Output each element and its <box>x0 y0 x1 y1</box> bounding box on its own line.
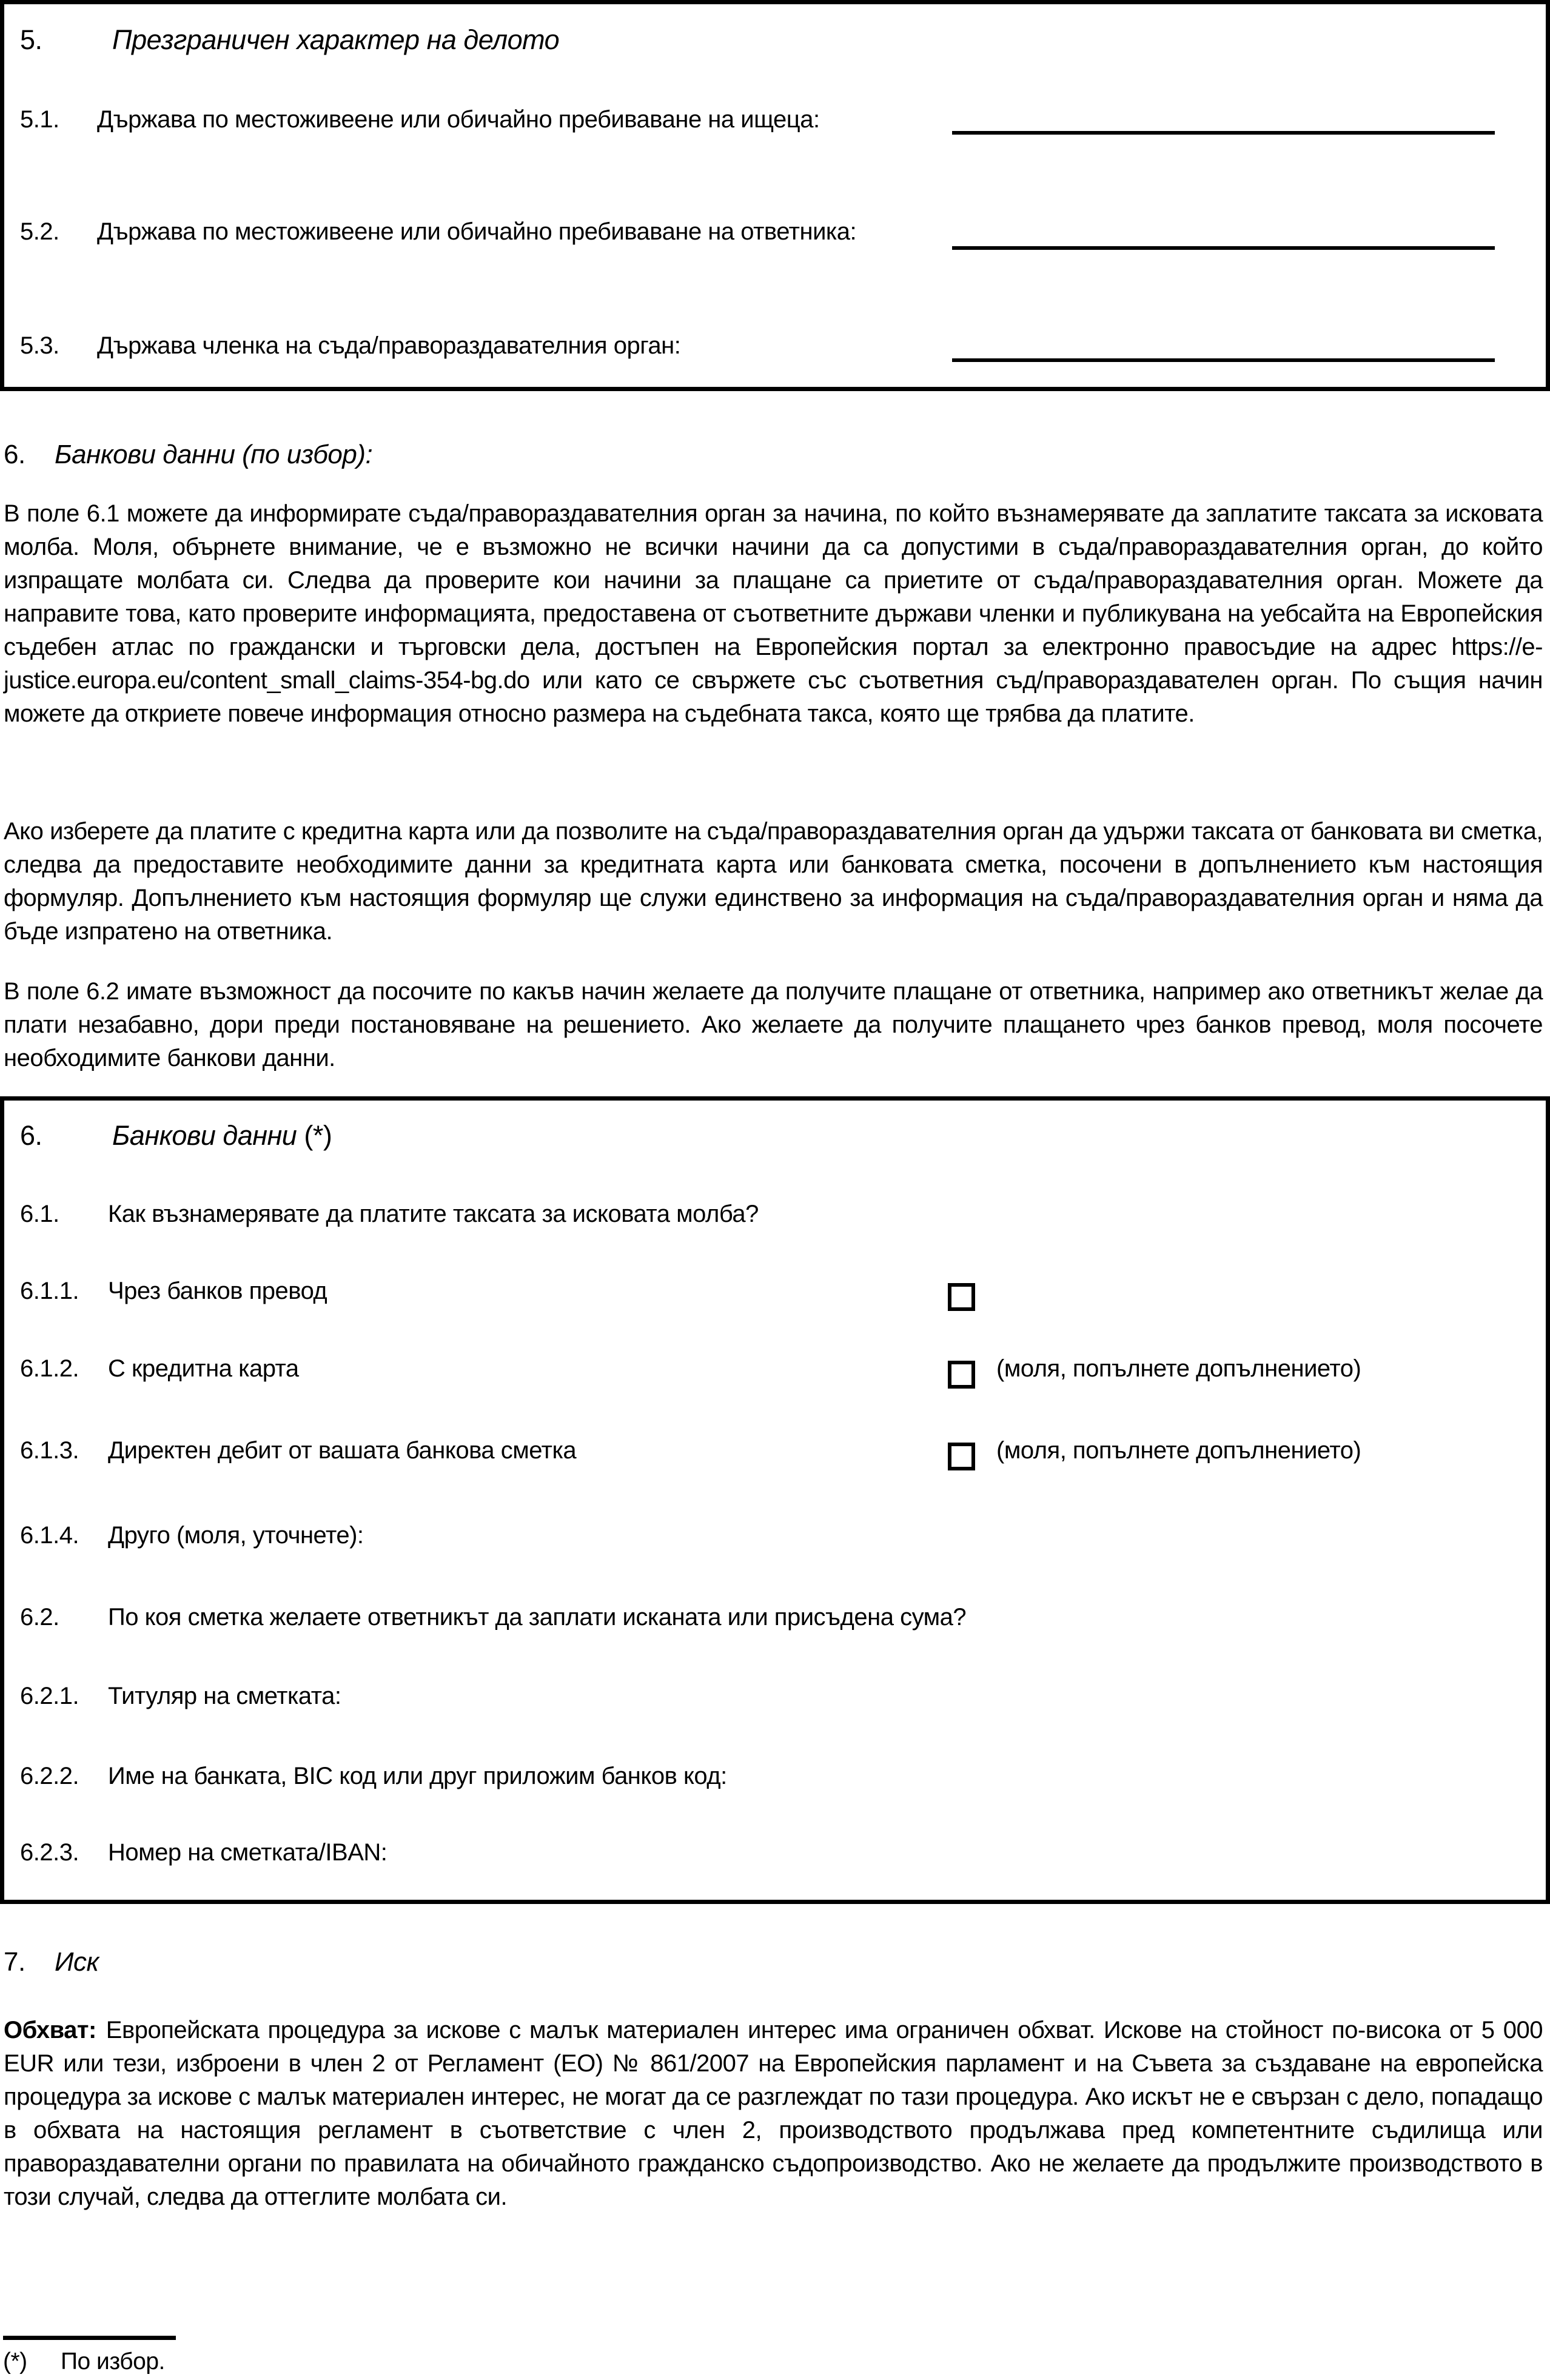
item-6-1-2-label: С кредитна карта <box>108 1355 299 1382</box>
item-6-2-number: 6.2. <box>20 1604 59 1631</box>
section7-number: 7. <box>4 1947 25 1977</box>
item-5-3-number: 5.3. <box>20 332 59 359</box>
section5-box <box>0 0 1550 391</box>
item-6-2-1-number: 6.2.1. <box>20 1683 79 1709</box>
note-direct-debit: (моля, попълнете допълнението) <box>996 1437 1361 1464</box>
item-6-1-4 <box>20 1519 1503 1552</box>
item-6-1-1-label: Чрез банков превод <box>108 1278 327 1304</box>
footnote-rule <box>3 2336 176 2340</box>
section5-number: 5. <box>20 24 42 55</box>
section6-paragraph-3: В поле 6.2 имате възможност да посочите по какъв начин желаете да получите плащане от ответника, например ако ответникът желае да плати незабавно, дори преди постановяване на решението. Ако желаете да получите плащането чрез банков превод, моля посочете необходимите банкови данни. <box>4 978 1543 1071</box>
item-6-1-3-label: Директен дебит от вашата банкова сметка <box>108 1437 577 1464</box>
section7-paragraph <box>4 2014 1543 2214</box>
item-6-1-2 <box>20 1352 914 1386</box>
item-6-1-2-number: 6.1.2. <box>20 1355 79 1382</box>
item-6-1-4-label: Друго (моля, уточнете): <box>108 1522 364 1549</box>
item-6-1-1-number: 6.1.1. <box>20 1278 79 1304</box>
section6-heading <box>20 1119 332 1153</box>
item-6-2-label: По коя сметка желаете ответникът да заплати исканата или присъдена сума? <box>108 1604 967 1631</box>
item-6-2 <box>20 1601 1503 1634</box>
checkbox-credit-card[interactable] <box>948 1361 975 1389</box>
section6-number: 6. <box>20 1120 42 1151</box>
item-6-1 <box>20 1198 1503 1231</box>
item-6-2-3 <box>20 1836 1503 1869</box>
section6-paragraph-2: Ако изберете да платите с кредитна карта или да позволите на съда/правораздавателния орган да удържи таксата от банковата ви сметка, следва да предоставите необходимите данни за кредитната карта или банковата сметка, посочени в допълнението към настоящия формуляр. Допълнението към настоящия формуляр ще служи единствено за информация на съда/правораздавателния орган и няма да бъде изпратено на ответника. <box>4 818 1543 945</box>
section6-intro-title: Банкови данни (по избор): <box>55 440 373 469</box>
footnote-text: По избор. <box>61 2348 165 2375</box>
item-6-2-3-number: 6.2.3. <box>20 1839 79 1866</box>
item-6-2-2-number: 6.2.2. <box>20 1763 79 1789</box>
checkbox-direct-debit[interactable] <box>948 1443 975 1470</box>
field-claimant-state[interactable] <box>952 131 1495 135</box>
item-6-2-1-label: Титуляр на сметката: <box>108 1683 341 1709</box>
section6-box <box>0 1096 1550 1904</box>
footnote <box>3 2345 165 2378</box>
section6-title-suffix: (*) <box>304 1120 332 1151</box>
item-6-2-1 <box>20 1680 1503 1713</box>
section5-title: Презграничен характер на делото <box>112 24 560 55</box>
section7-body: Европейската процедура за искове с малък материален интерес има ограничен обхват. Искове на стойност по-висока от 5 000 EUR или тези, изброени в член 2 от Регламент (ЕО) № 861/2007 на Европейския парламент и на Съвета за създаване на европейска процедура за искове с малък материален интерес, не могат да се разглеждат по тази процедура. Ако искът не е свързан с дело, попадащо в обхвата на настоящия регламент в съответствие с член 2, производството продължава пред компетентните съдилища или правораздавателни органи по правилата на обичайното гражданско съдопроизводство. Ако не желаете да продължите производството в този случай, следва да оттеглите молбата си. <box>4 2017 1543 2210</box>
section6-title: Банкови данни <box>112 1120 297 1151</box>
item-5-2 <box>20 215 885 249</box>
section6-intro-heading <box>4 438 372 472</box>
item-5-2-label: Държава по местоживеене или обичайно пребиваване на ответника: <box>97 218 857 245</box>
item-5-1 <box>20 103 885 136</box>
item-5-3-label: Държава членка на съда/правораздавателния орган: <box>97 332 681 359</box>
section6-intro-number: 6. <box>4 440 25 469</box>
footnote-marker: (*) <box>3 2348 27 2375</box>
checkbox-bank-transfer[interactable] <box>948 1283 975 1311</box>
item-6-1-label: Как възнамерявате да платите таксата за исковата молба? <box>108 1201 759 1227</box>
item-6-1-3-number: 6.1.3. <box>20 1437 79 1464</box>
section7-heading <box>4 1945 99 1979</box>
field-court-state[interactable] <box>952 358 1495 362</box>
item-6-1-3 <box>20 1434 914 1467</box>
item-6-1-number: 6.1. <box>20 1201 59 1227</box>
item-6-2-2 <box>20 1760 1503 1793</box>
section7-lead: Обхват: <box>4 2017 96 2043</box>
item-6-1-1 <box>20 1275 914 1308</box>
section5-heading <box>20 23 559 57</box>
item-5-2-number: 5.2. <box>20 218 59 245</box>
item-6-1-4-number: 6.1.4. <box>20 1522 79 1549</box>
item-5-1-label: Държава по местоживеене или обичайно пребиваване на ищеца: <box>97 106 820 133</box>
section6-paragraph-1: В поле 6.1 можете да информирате съда/правораздавателния орган за начина, по който възнамерявате да заплатите таксата за исковата молба. Моля, обърнете внимание, че е възможно не всички начини да са допустими в съда/правораздавателния орган, до който изпращате молбата си. Следва да проверите кои начини за плащане са приетите от съда/правораздавателния орган. Можете да направите това, като проверите информацията, предоставена от съответните държави членки и публикувана на уебсайта на Европейския съдебен атлас по граждански и търговски дела, достъпен на Европейския портал за електронно правосъдие на адрес https://e-justice.europa.eu/content_small_claims-354-bg.do или като се свържете със съответния съд/правораздавателен орган. По същия начин можете да откриете повече информация относно размера на съдебната такса, която ще трябва да платите. <box>4 500 1543 727</box>
item-5-3 <box>20 329 885 363</box>
field-defendant-state[interactable] <box>952 246 1495 250</box>
section7-title: Иск <box>55 1947 99 1977</box>
note-credit-card: (моля, попълнете допълнението) <box>996 1355 1361 1382</box>
item-5-1-number: 5.1. <box>20 106 59 133</box>
item-6-2-3-label: Номер на сметката/IBAN: <box>108 1839 388 1866</box>
item-6-2-2-label: Име на банката, BIC код или друг приложим банков код: <box>108 1763 727 1789</box>
